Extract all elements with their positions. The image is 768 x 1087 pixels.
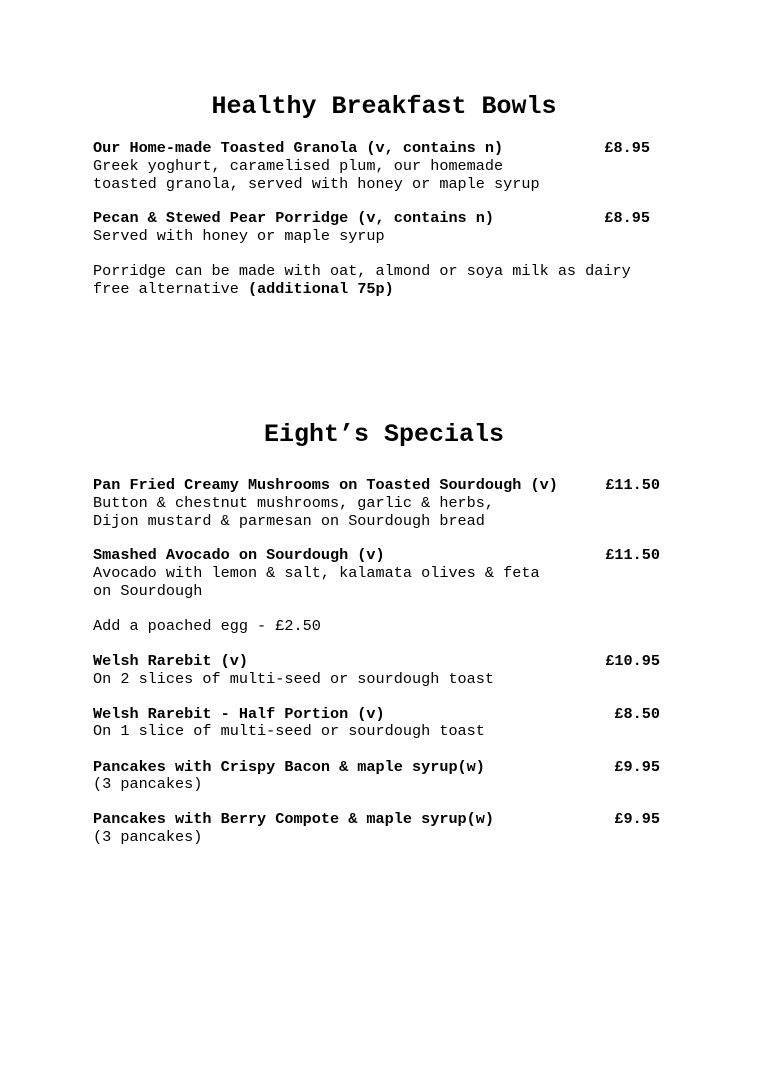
item-name: Our Home-made Toasted Granola (v, contains n) [93, 139, 504, 157]
item-name: Welsh Rarebit (v) [93, 652, 248, 670]
item-addon: Add a poached egg - £2.50 [93, 617, 321, 635]
item-name: Smashed Avocado on Sourdough (v) [93, 546, 385, 564]
item-price: £8.95 [604, 139, 650, 157]
item-description: Greek yoghurt, caramelised plum, our homemade [93, 157, 504, 175]
section-title-specials: Eight’s Specials [263, 420, 505, 449]
item-price: £10.95 [605, 652, 660, 670]
note-text: free alternative [93, 280, 248, 298]
item-name: Pancakes with Berry Compote & maple syrup(w) [93, 810, 495, 828]
item-name: Pancakes with Crispy Bacon & maple syrup(w) [93, 758, 485, 776]
note-line [93, 280, 394, 298]
item-price: £9.95 [614, 810, 660, 828]
item-price: £11.50 [605, 546, 660, 564]
item-description: Button & chestnut mushrooms, garlic & herbs, [93, 494, 495, 512]
item-name: Pan Fried Creamy Mushrooms on Toasted Sourdough (v) [93, 476, 558, 494]
item-description: On 1 slice of multi-seed or sourdough toast [93, 722, 485, 740]
item-price: £9.95 [614, 758, 660, 776]
item-description: on Sourdough [93, 582, 203, 600]
item-price: £8.95 [604, 209, 650, 227]
item-description: (3 pancakes) [93, 828, 203, 846]
item-name: Welsh Rarebit - Half Portion (v) [93, 705, 385, 723]
item-description: toasted granola, served with honey or maple syrup [93, 175, 540, 193]
item-description: On 2 slices of multi-seed or sourdough toast [93, 670, 495, 688]
section-title-bowls: Healthy Breakfast Bowls [211, 92, 557, 121]
item-description: Dijon mustard & parmesan on Sourdough bread [93, 512, 485, 530]
item-description: (3 pancakes) [93, 775, 203, 793]
item-price: £11.50 [605, 476, 660, 494]
note-surcharge: (additional 75p) [247, 280, 394, 298]
note-line: Porridge can be made with oat, almond or soya milk as dairy [93, 262, 631, 280]
item-name: Pecan & Stewed Pear Porridge (v, contains n) [93, 209, 495, 227]
item-description: Served with honey or maple syrup [93, 227, 385, 245]
item-description: Avocado with lemon & salt, kalamata olives & feta [93, 564, 540, 582]
item-price: £8.50 [614, 705, 660, 723]
